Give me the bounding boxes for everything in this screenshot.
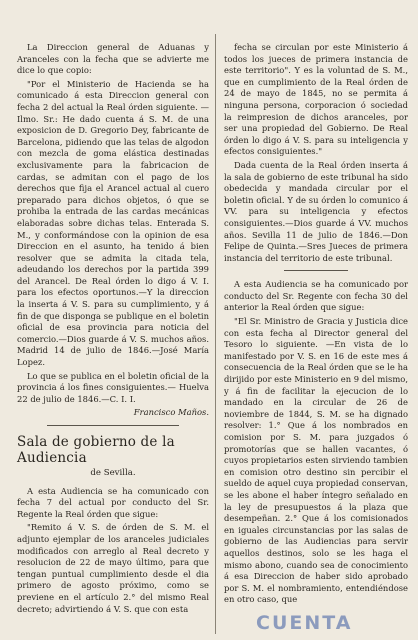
section-divider xyxy=(47,425,179,426)
paragraph: Dada cuenta de la Real órden inserta á la sala de gobierno de este tribunal ha sido obedecida y mandada circular por el boletin oficial. Y de su órden lo comunico á VV. para su inteligencia y efectos consiguientes.—Dios guarde á VV. muchos años. Sevilla 11 de julio de 1846.—Don Felipe de Quinta.—Sres Jueces de primera instancia del territorio de este tribunal. xyxy=(224,159,408,263)
right-column xyxy=(224,42,408,608)
section-subheadline: de Sevilla. xyxy=(90,468,136,478)
paragraph: "Remito á V. S. de órden de S. M. el adjunto ejemplar de los aranceles judiciales modificados con arreglo al Real decreto y resolucion de 22 de mayo último, para que tengan puntual cumplimiento desde el dia primero de agosto próximo, como se previene en el artículo 2.° del mismo Real decreto; advirtiendo á V. S. que con esta xyxy=(17,522,209,614)
paragraph: "Por el Ministerio de Hacienda se ha comunicado á esta Direccion general con fecha 2 del actual la Real órden siguiente. —Ilmo. Sr.: He dado cuenta á S. M. de una exposicion de D. Gregorio Dey, fabricante de Barcelona, pidiendo que las telas de algodon con mezcla de goma elástica destinadas exclusivamente para la fabricacion de cardas, se admitan con el pago de los derechos que fija el Arancel actual al cuero preparado para dichos objetos, ó que se prohiba la entrada de las cardas mecánicas elaboradas sobre dichas telas. Enterada S. M., y conformándose con la opinion de esa Direccion en el asunto, ha tenido á bien resolver que se admita la citada tela, adeudando los derechos por la partida 399 del Arancel. De Real órden lo digo á V. I. para los efectos oportunos.—Y la direccion la inserta á V. S. para su cumplimiento, y á fin de que disponga se publique en el boletin oficial de esa provincia para noticia del comercio.—Dios guarde á V. S. muchos años. Madrid 14 de julio de 1846.—José María Lopez. xyxy=(17,78,209,368)
paragraph: "El Sr. Ministro de Gracia y Justicia dice con esta fecha al Director general del Tesoro lo siguiente. —En vista de lo manifestado por V. S. en 16 de este mes á consecuencia de la Real órden que se le ha dirijido por este Ministerio en 9 del mismo, y á fin de facilitar la ejecucion de lo mandado en la circular de 26 de noviembre de 1844, S. M. se ha dignado resolver: 1.° Que á los nombrados en comision por S. M. para juzgados ó promotorías que se hallen vacantes, ó cuyos propietarios esten sirviendo tambien en comision otro destino sin percibir el sueldo de aquel cuya propiedad conservan, se les abone el haber íntegro señalado en la ley de presupuestos á la plaza que desempeñan. 2.° Que á los comisionados en iguales circunstancias por las salas de gobierno de las Audiencias para servir aquellos destinos, solo se les haga el mismo abono, cuando sea de conocimiento á esa Direccion de haber sido aprobado por S. M. el nombramiento, entendiéndose en otro caso, que xyxy=(224,316,408,605)
paragraph: A esta Audiencia se ha comunicado con fecha 7 del actual por conducto del Sr. Regente la Real órden que sigue: xyxy=(17,485,209,519)
column-divider xyxy=(215,34,216,634)
left-column xyxy=(17,42,209,617)
signature: Francisco Maños. xyxy=(133,407,209,418)
paragraph: La Direccion general de Aduanas y Aranceles con la fecha que se advierte me dice lo que copio: xyxy=(17,42,209,76)
paragraph: Lo que se publica en el boletin oficial de la provincia á los fines consiguientes.— Huelva 22 de julio de 1846.—C. I. I. xyxy=(17,370,209,404)
section-headline: Sala de gobierno de la Audiencia xyxy=(17,434,175,466)
library-stamp: CUENTA xyxy=(256,612,353,634)
paragraph: fecha se circulan por este Ministerio á todos los jueces de primera instancia de este territorio". Y es la voluntad de S. M., que en cumplimiento de la Real órden de 24 de mayo de 1845, no se permita á ninguna persona, corporacion ó sociedad la reimpresion de dichos aranceles, por ser una propiedad del Gobierno. De Real órden lo digo á V. S. para su inteligencia y efectos consiguientes." xyxy=(224,42,408,157)
paragraph: A esta Audiencia se ha comunicado por conducto del Sr. Regente con fecha 30 del anterior la Real órden que sigue: xyxy=(224,279,408,313)
section-divider xyxy=(284,270,348,271)
